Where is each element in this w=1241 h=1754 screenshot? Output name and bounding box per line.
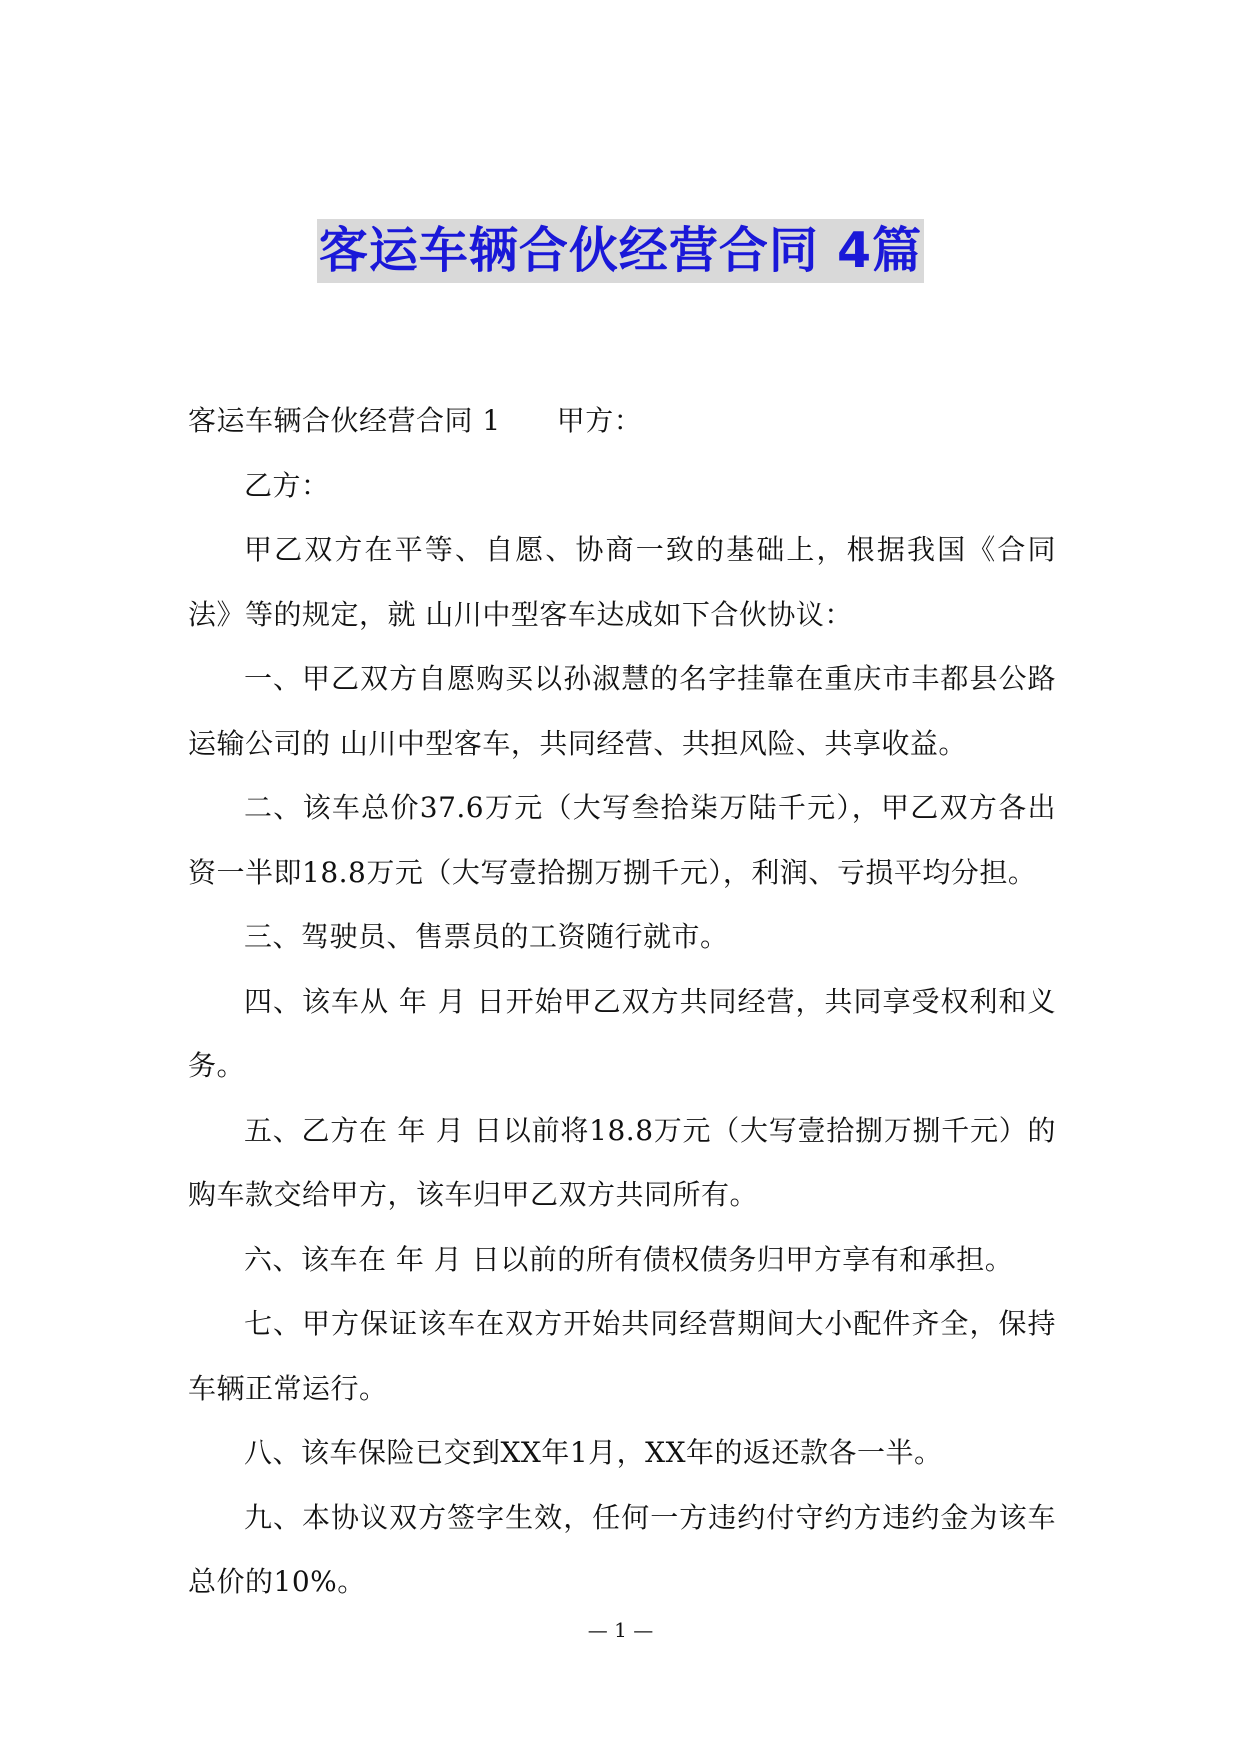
clause-3: 三、驾驶员、售票员的工资随行就市。	[244, 920, 729, 953]
clause-7: 七、甲方保证该车在双方开始共同经营期间大小配件齐全，保持车辆正常运行。	[188, 1307, 1056, 1405]
paragraph-party-b: 乙方：	[244, 468, 330, 502]
clause-5: 五、乙方在 年 月 日以前将18.8万元（大写壹拾捌万捌千元）的购车款交给甲方，该车归甲乙双方共同所有。	[188, 1113, 1056, 1211]
clause-4: 四、该车从 年 月 日开始甲乙双方共同经营，共同享受权利和义务。	[188, 984, 1056, 1082]
title-container	[0, 219, 1241, 283]
first-line	[188, 389, 1056, 454]
party-a-label: 甲方：	[556, 404, 643, 437]
clause-9: 九、本协议双方签字生效，任何一方违约付守约方违约金为该车总价的10%。	[188, 1500, 1056, 1598]
clause-2: 二、该车总价37.6万元（大写叁拾柒万陆千元），甲乙双方各出资一半即18.8万元（大写壹拾捌万捌千元），利润、亏损平均分担。	[188, 791, 1056, 889]
clause-1: 一、甲乙双方自愿购买以孙淑慧的名字挂靠在重庆市丰都县公路运输公司的 山川中型客车，共同经营、共担风险、共享收益。	[188, 662, 1056, 760]
clause-6: 六、该车在 年 月 日以前的所有债权债务归甲方享有和承担。	[244, 1242, 1014, 1276]
paragraph-preamble: 甲乙双方在平等、自愿、协商一致的基础上，根据我国《合同法》等的规定，就 山川中型客车达成如下合伙协议：	[188, 533, 1056, 631]
document-title: 客运车辆合伙经营合同 4篇	[317, 219, 924, 283]
document-body	[188, 389, 1056, 1615]
page-number: — 1 —	[587, 1618, 654, 1642]
contract-heading: 客运车辆合伙经营合同 1	[188, 404, 501, 437]
clause-8: 八、该车保险已交到XX年1月，XX年的返还款各一半。	[244, 1436, 943, 1469]
